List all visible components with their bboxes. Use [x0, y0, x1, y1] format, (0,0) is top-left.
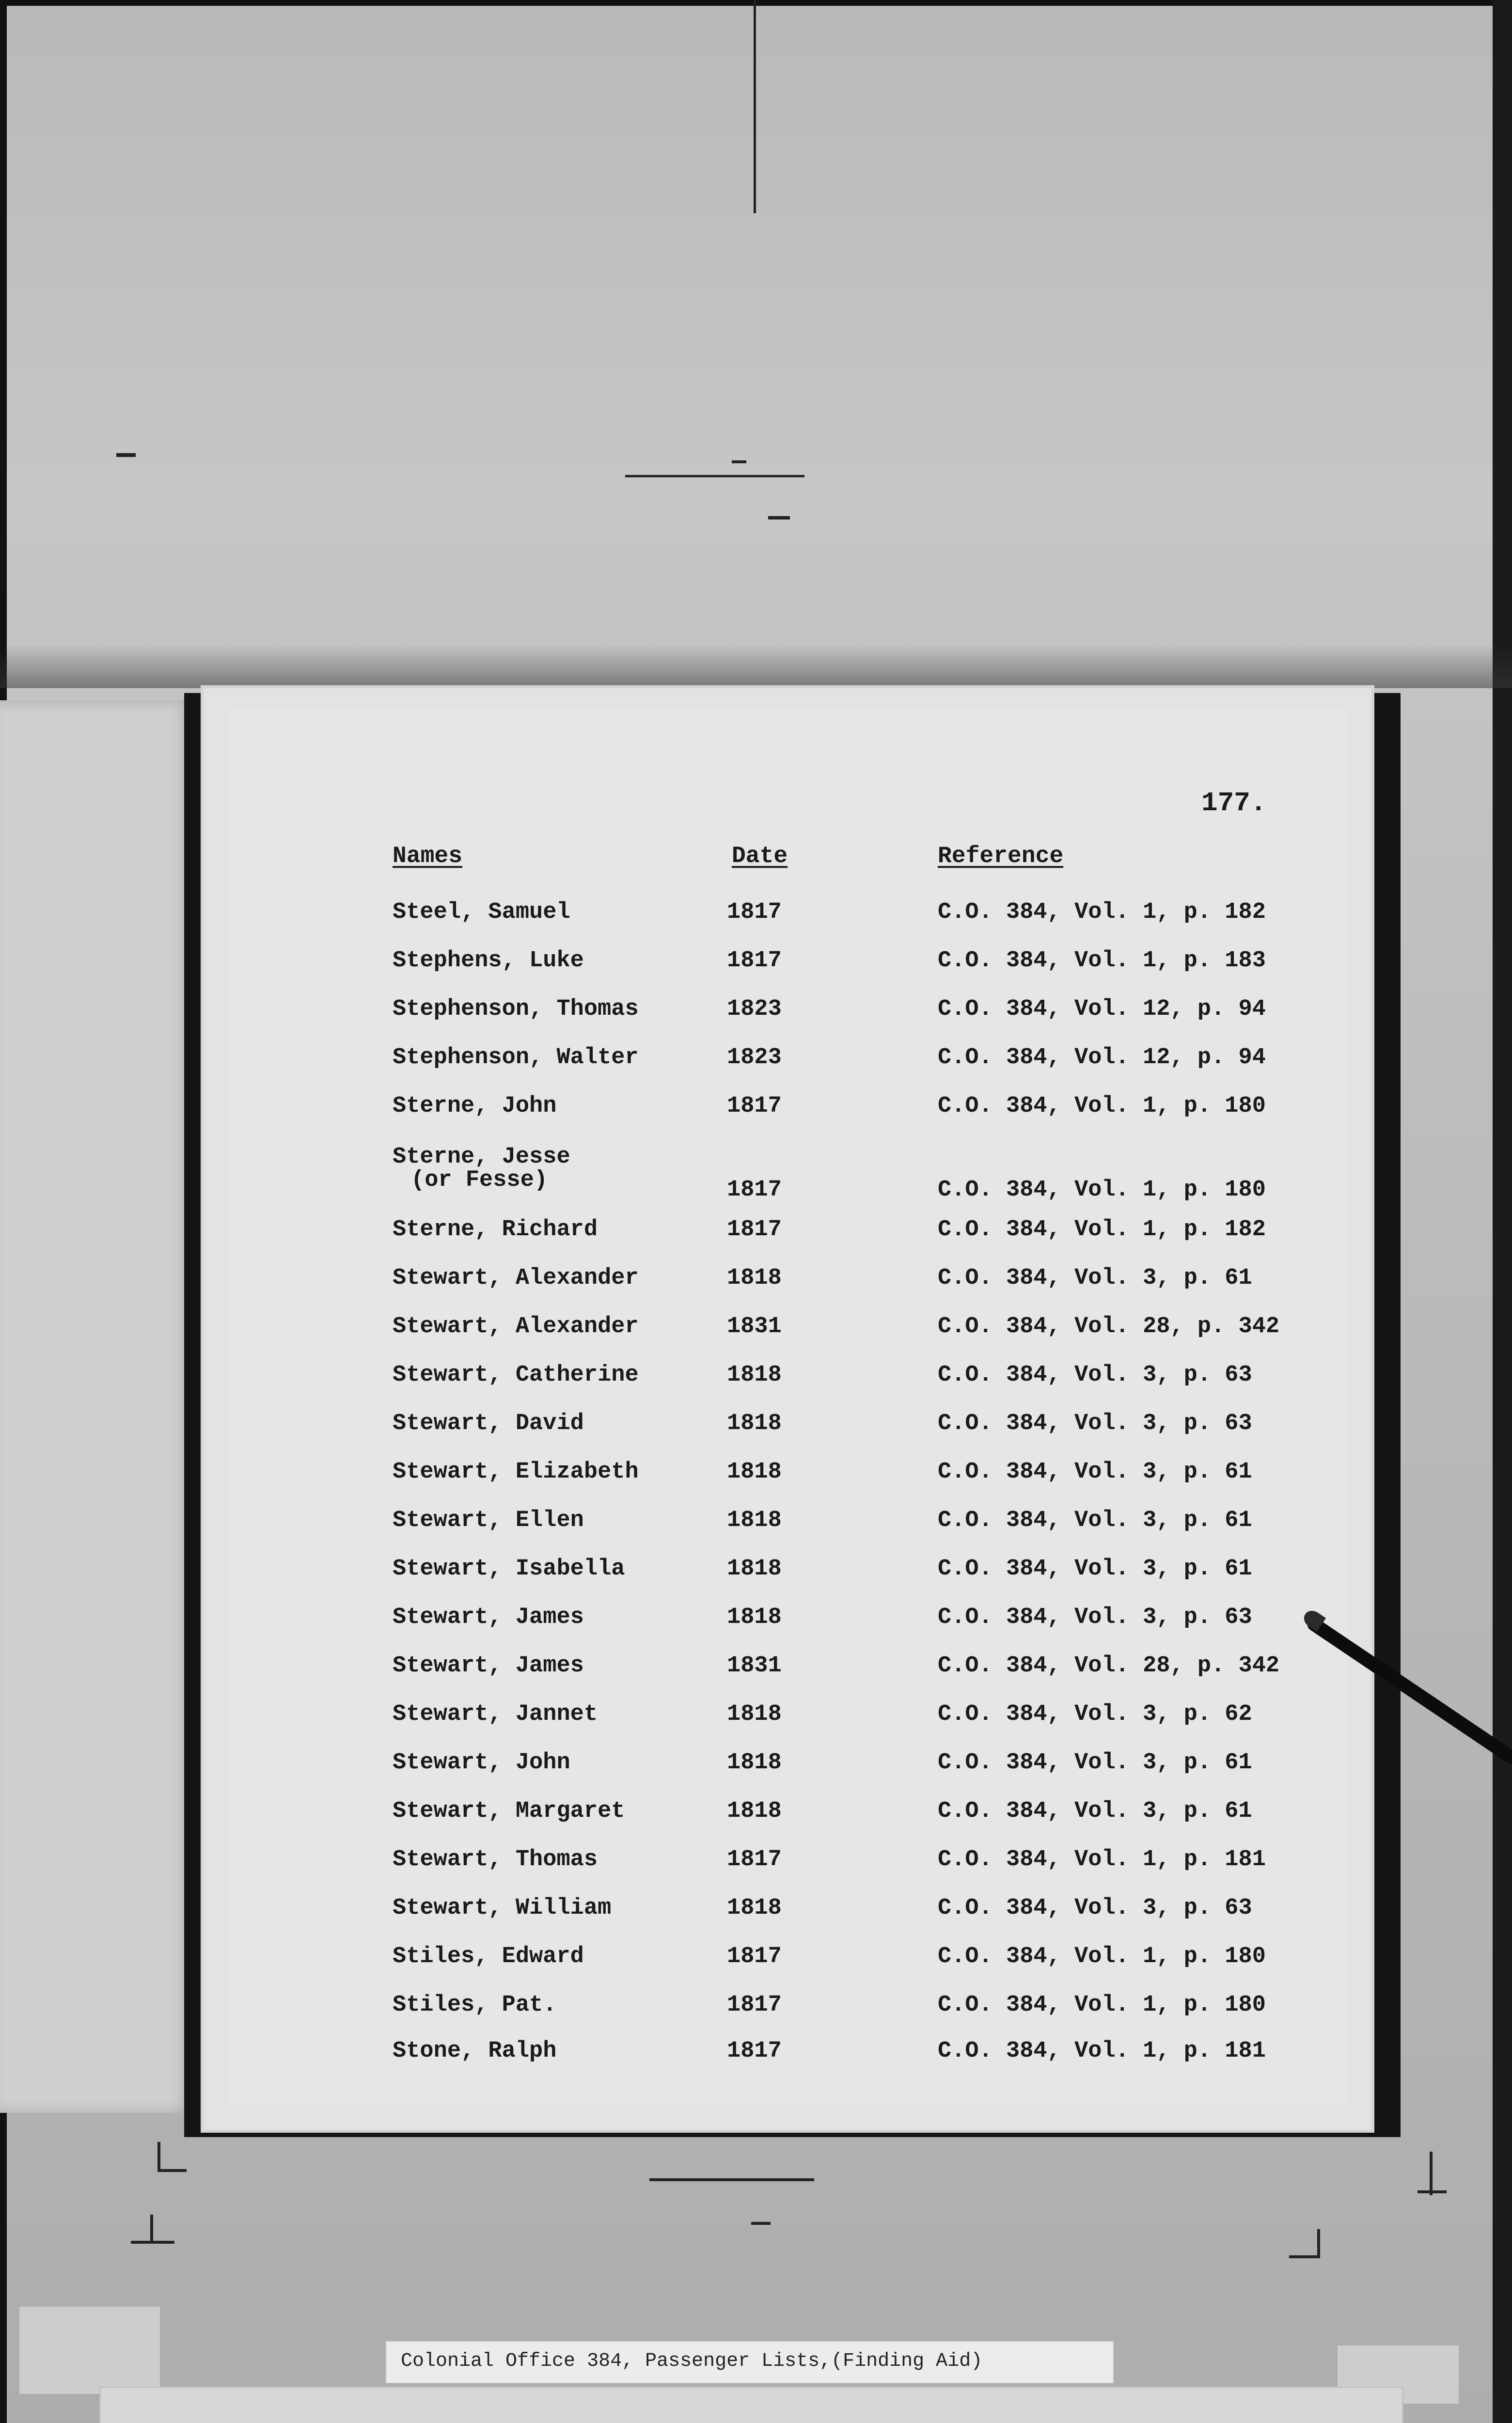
archives-label-panel: [99, 2387, 1403, 2423]
table-row: [0, 1459, 1512, 1502]
entry-reference: C.O. 384, Vol. 3, p. 61: [938, 1556, 1252, 1582]
entry-reference: C.O. 384, Vol. 1, p. 180: [938, 1992, 1266, 2018]
entry-reference: C.O. 384, Vol. 1, p. 180: [938, 1093, 1266, 1119]
entry-date: 1817: [727, 1944, 782, 1969]
entry-name: Stiles, Pat.: [393, 1992, 557, 2018]
entry-name: Stewart, Margaret: [393, 1798, 625, 1824]
entry-name: Stephens, Luke: [393, 948, 584, 974]
entry-reference: C.O. 384, Vol. 3, p. 63: [938, 1362, 1252, 1388]
table-row: [0, 1044, 1512, 1088]
entry-name: Stewart, John: [393, 1750, 570, 1776]
entry-date: 1817: [727, 1093, 782, 1119]
table-row: [0, 2038, 1512, 2081]
backdrop-mark: [116, 453, 136, 457]
entry-name: Stephenson, Walter: [393, 1045, 639, 1070]
registration-mark: [131, 2241, 174, 2244]
entry-date: 1817: [727, 899, 782, 925]
entry-name: Stewart, Elizabeth: [393, 1459, 639, 1485]
entry-reference: C.O. 384, Vol. 1, p. 183: [938, 948, 1266, 974]
entry-name: Steel, Samuel: [393, 899, 570, 925]
table-row: [0, 1265, 1512, 1308]
entry-name: Stewart, William: [393, 1895, 612, 1921]
table-row: [0, 1943, 1512, 1987]
entry-date: 1831: [727, 1314, 782, 1339]
entry-date: 1818: [727, 1750, 782, 1776]
table-row: [0, 1144, 1512, 1212]
entry-date: 1817: [727, 2038, 782, 2064]
entry-name: Stewart, Isabella: [393, 1556, 625, 1582]
entry-date: 1818: [727, 1459, 782, 1485]
header-date: Date: [732, 843, 788, 869]
entry-date: 1817: [727, 1217, 782, 1243]
backdrop-mark: [732, 460, 746, 463]
registration-mark: [158, 2169, 187, 2172]
entry-reference: C.O. 384, Vol. 1, p. 180: [938, 1944, 1266, 1969]
registration-mark: [1317, 2229, 1320, 2258]
entry-date: 1818: [727, 1556, 782, 1582]
tape-strip: [19, 2307, 160, 2394]
table-row: [0, 1701, 1512, 1745]
entry-reference: C.O. 384, Vol. 3, p. 61: [938, 1459, 1252, 1485]
backdrop-mark: [625, 475, 804, 477]
entry-date: 1818: [727, 1411, 782, 1436]
backdrop-mark: [754, 0, 756, 213]
entry-reference: C.O. 384, Vol. 1, p. 181: [938, 1847, 1266, 1872]
entry-date: 1831: [727, 1653, 782, 1679]
registration-mark: [1418, 2190, 1447, 2193]
table-row: [0, 947, 1512, 991]
table-row: [0, 996, 1512, 1039]
entry-reference: C.O. 384, Vol. 1, p. 181: [938, 2038, 1266, 2064]
entry-name: Stephenson, Thomas: [393, 996, 639, 1022]
registration-mark: [150, 2215, 153, 2244]
table-row: [0, 1362, 1512, 1405]
entry-date: 1818: [727, 1508, 782, 1533]
entry-name: Stewart, Alexander: [393, 1314, 639, 1339]
table-row: [0, 1895, 1512, 1938]
table-row: [0, 1798, 1512, 1841]
entry-date: 1817: [727, 1992, 782, 2018]
entry-reference: C.O. 384, Vol. 1, p. 182: [938, 1217, 1266, 1243]
registration-mark: [751, 2222, 771, 2225]
entry-date: 1818: [727, 1362, 782, 1388]
table-row: [0, 899, 1512, 943]
entry-reference: C.O. 384, Vol. 12, p. 94: [938, 1045, 1266, 1070]
entry-reference: C.O. 384, Vol. 3, p. 62: [938, 1701, 1252, 1727]
entry-reference: C.O. 384, Vol. 28, p. 342: [938, 1314, 1280, 1339]
entry-date: 1818: [727, 1798, 782, 1824]
entry-name: Sterne, John: [393, 1093, 557, 1119]
entry-name: Stewart, James: [393, 1605, 584, 1630]
entry-name: Stewart, James: [393, 1653, 584, 1679]
table-row: [0, 1846, 1512, 1890]
entry-date: 1817: [727, 948, 782, 974]
page-number: 177.: [1201, 787, 1267, 818]
registration-mark: [649, 2178, 814, 2181]
entry-reference: C.O. 384, Vol. 1, p. 182: [938, 899, 1266, 925]
entry-reference: C.O. 384, Vol. 1, p. 180: [938, 1177, 1266, 1203]
header-names: Names: [393, 843, 463, 869]
entry-date: 1817: [727, 1177, 782, 1203]
entry-name: Stewart, David: [393, 1411, 584, 1436]
entry-name: Stewart, Thomas: [393, 1847, 598, 1872]
table-row: [0, 1507, 1512, 1551]
table-row: [0, 1604, 1512, 1648]
registration-mark: [158, 2142, 160, 2171]
backdrop-mark: [768, 516, 790, 519]
entry-date: 1818: [727, 1265, 782, 1291]
entry-name: Sterne, Richard: [393, 1217, 598, 1243]
table-row: [0, 1992, 1512, 2035]
entry-reference: C.O. 384, Vol. 28, p. 342: [938, 1653, 1280, 1679]
entry-reference: C.O. 384, Vol. 3, p. 61: [938, 1798, 1252, 1824]
entry-date: 1823: [727, 996, 782, 1022]
table-row: [0, 1749, 1512, 1793]
table-row: [0, 1652, 1512, 1696]
header-reference: Reference: [938, 843, 1064, 869]
book-shadow: [0, 645, 1512, 688]
registration-mark: [1289, 2255, 1320, 2258]
table-row: [0, 1556, 1512, 1599]
registration-mark: [1430, 2152, 1433, 2195]
entry-reference: C.O. 384, Vol. 3, p. 63: [938, 1895, 1252, 1921]
entry-name: Sterne, Jesse: [393, 1144, 570, 1170]
table-row: [0, 1216, 1512, 1260]
entry-name: Stewart, Ellen: [393, 1508, 584, 1533]
entry-name-alternate: (or Fesse): [411, 1167, 548, 1193]
table-row: [0, 1410, 1512, 1454]
table-row: [0, 1313, 1512, 1357]
entry-reference: C.O. 384, Vol. 3, p. 63: [938, 1605, 1252, 1630]
entry-date: 1818: [727, 1701, 782, 1727]
entry-date: 1823: [727, 1045, 782, 1070]
caption-strip: [385, 2341, 1114, 2384]
entry-reference: C.O. 384, Vol. 12, p. 94: [938, 996, 1266, 1022]
table-row: [0, 1093, 1512, 1136]
entry-date: 1818: [727, 1605, 782, 1630]
entry-name: Stiles, Edward: [393, 1944, 584, 1969]
entry-name: Stewart, Catherine: [393, 1362, 639, 1388]
entry-name: Stewart, Alexander: [393, 1265, 639, 1291]
entry-date: 1818: [727, 1895, 782, 1921]
caption-text: Colonial Office 384, Passenger Lists,(Finding Aid): [401, 2350, 983, 2372]
entry-reference: C.O. 384, Vol. 3, p. 61: [938, 1265, 1252, 1291]
entry-name: Stewart, Jannet: [393, 1701, 598, 1727]
entry-reference: C.O. 384, Vol. 3, p. 61: [938, 1508, 1252, 1533]
entry-reference: C.O. 384, Vol. 3, p. 63: [938, 1411, 1252, 1436]
film-edge-top: [0, 0, 1512, 6]
entry-date: 1817: [727, 1847, 782, 1872]
entry-reference: C.O. 384, Vol. 3, p. 61: [938, 1750, 1252, 1776]
entry-name: Stone, Ralph: [393, 2038, 557, 2064]
